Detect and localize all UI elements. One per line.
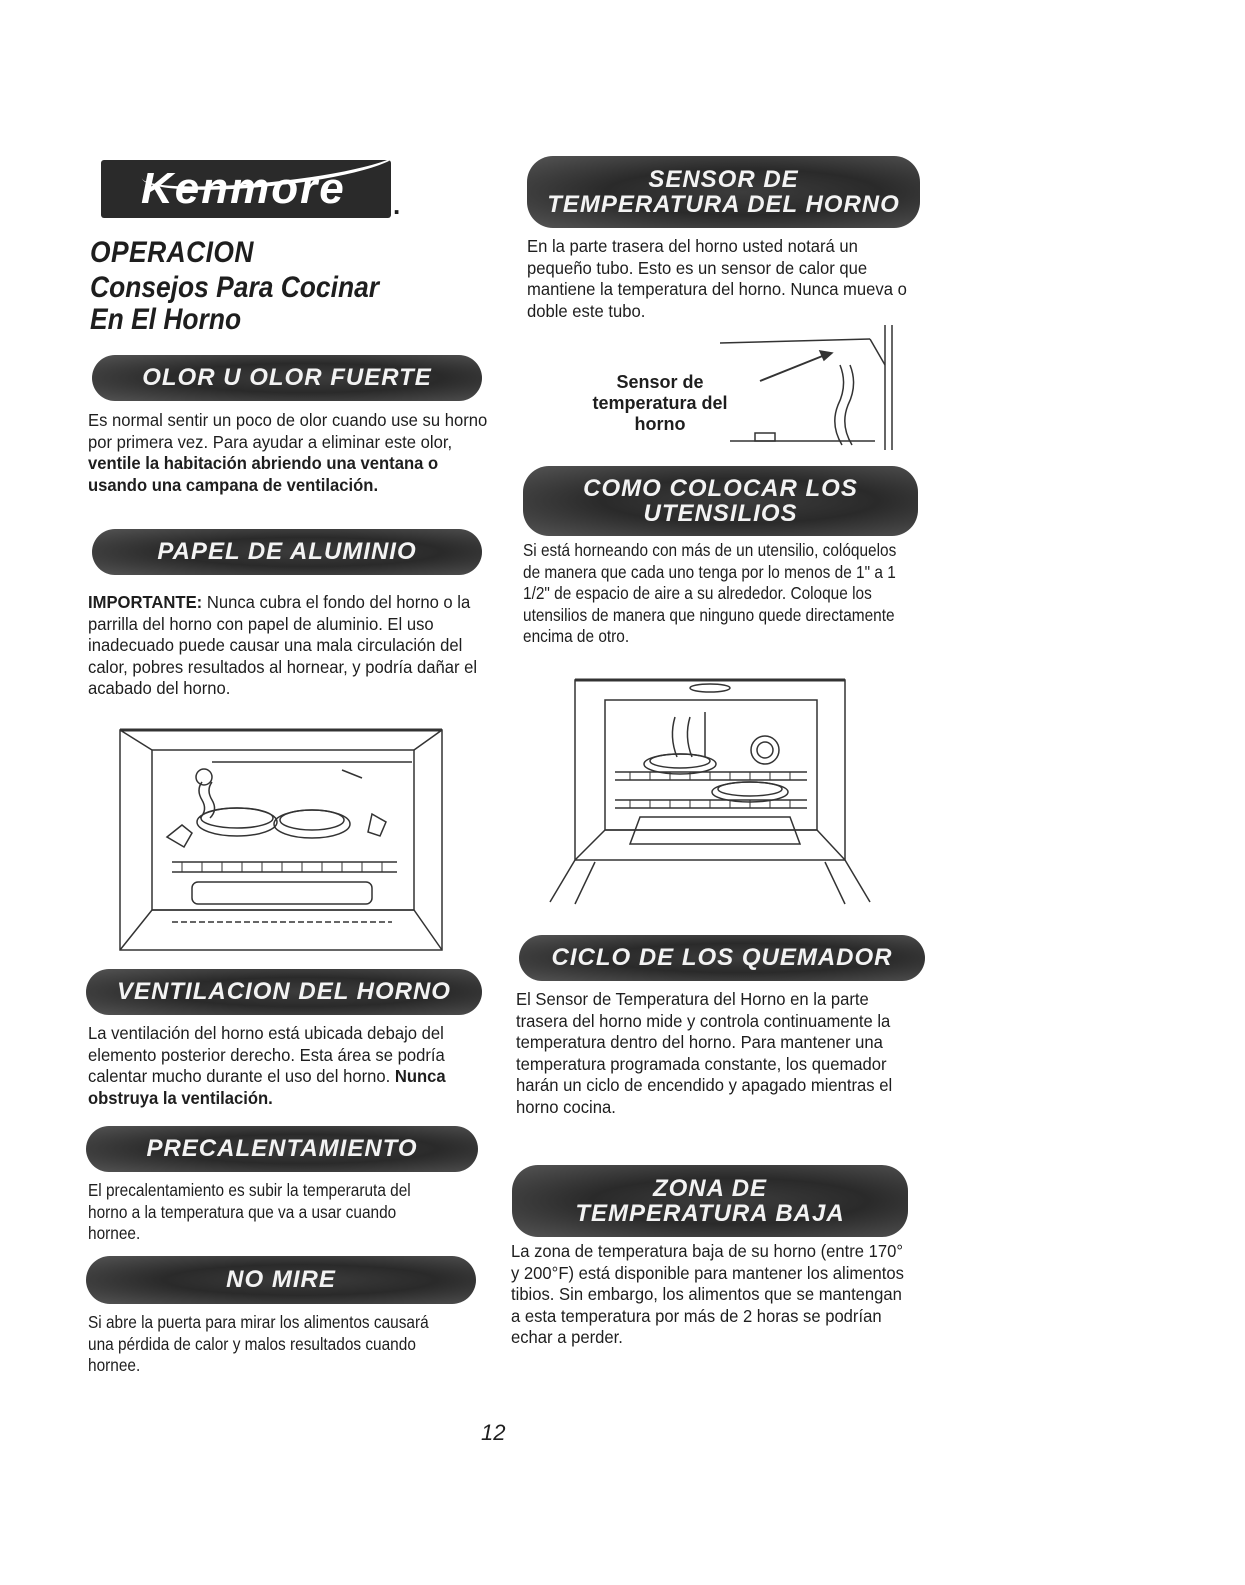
section-text-utensilios: Si está horneando con más de un utensilio, colóquelos de manera que cada uno tenga por lo menos de 1" a 1 1/2" de espacio de aire a su alrededor. Coloque los utensilios de manera que ninguno quede directamente encima de otro. xyxy=(523,540,897,646)
section-heading-papel: PAPEL DE ALUMINIO xyxy=(92,529,482,575)
page-subtitle-line2: En El Horno xyxy=(90,303,242,336)
page-number: 12 xyxy=(481,1420,506,1445)
section-heading-olor: OLOR U OLOR FUERTE xyxy=(92,355,482,401)
section-text-precalentamiento: El precalentamiento es subir la temperaruta del horno a la temperatura que va a usar cuando hornee. xyxy=(88,1180,411,1243)
section-text-sensor: En la parte trasera del horno usted notará un pequeño tubo. Esto es un sensor de calor que mantiene la temperatura del horno. Nunca mueva o doble este tubo. xyxy=(527,236,907,321)
section-text-ciclo: El Sensor de Temperatura del Horno en la parte trasera del horno mide y controla continuamente la temperatura dentro del horno. Para mantener una temperatura programada constante, los quemador harán un ciclo de encendido y apagado mientras el horno cocina. xyxy=(516,989,893,1117)
section-heading-sensor: SENSOR DE TEMPERATURA DEL HORNO xyxy=(527,156,920,228)
section-text-ventilacion: La ventilación del horno está ubicada debajo del elemento posterior derecho. Esta área se podría calentar mucho durante el uso del horno. Nunca obstruya la ventilación. xyxy=(88,1023,446,1108)
sensor-label-line3: horno xyxy=(634,414,686,434)
sensor-label-line1: Sensor de xyxy=(616,372,704,392)
section-text-zona: La zona de temperatura baja de su horno (entre 170° y 200°F) está disponible para mantener los alimentos tibios. Sin embargo, los alimentos que se mantengan a esta temperatura por más de 2 horas se podrían echar a perder. xyxy=(511,1241,904,1347)
sensor-label-line2: temperatura del xyxy=(592,393,728,413)
page-title: OPERACION xyxy=(90,236,254,269)
sensor-tube-illustration xyxy=(700,325,900,455)
section-heading-ventilacion: VENTILACION DEL HORNO xyxy=(86,969,482,1015)
section-heading-ciclo: CICLO DE LOS QUEMADOR xyxy=(519,935,925,981)
oven-foil-illustration xyxy=(112,722,452,958)
section-heading-precalentamiento: PRECALENTAMIENTO xyxy=(86,1126,478,1172)
section-text-no-mire: Si abre la puerta para mirar los alimentos causará una pérdida de calor y malos resultados cuando hornee. xyxy=(88,1312,429,1375)
logo-dot: . xyxy=(393,190,401,220)
section-heading-zona: ZONA DE TEMPERATURA BAJA xyxy=(512,1165,908,1237)
section-text-olor: Es normal sentir un poco de olor cuando use su horno por primera vez. Para ayudar a eliminar este olor, ventile la habitación abriendo una ventana o usando una campana de ventilación. xyxy=(88,410,488,495)
kenmore-logo xyxy=(101,160,391,218)
oven-utensils-illustration xyxy=(545,672,875,912)
page-subtitle-line1: Consejos Para Cocinar xyxy=(90,271,380,304)
section-heading-utensilios: COMO COLOCAR LOS UTENSILIOS xyxy=(523,466,918,536)
section-text-papel: IMPORTANTE: Nunca cubra el fondo del horno o la parrilla del horno con papel de aluminio. El uso inadecuado puede causar una mala circulación del calor, pobres resultados al hornear, y podría dañar el acabado del horno. xyxy=(88,592,478,698)
section-heading-no-mire: NO MIRE xyxy=(86,1256,476,1304)
logo-wordmark: Kenmore xyxy=(141,164,346,213)
